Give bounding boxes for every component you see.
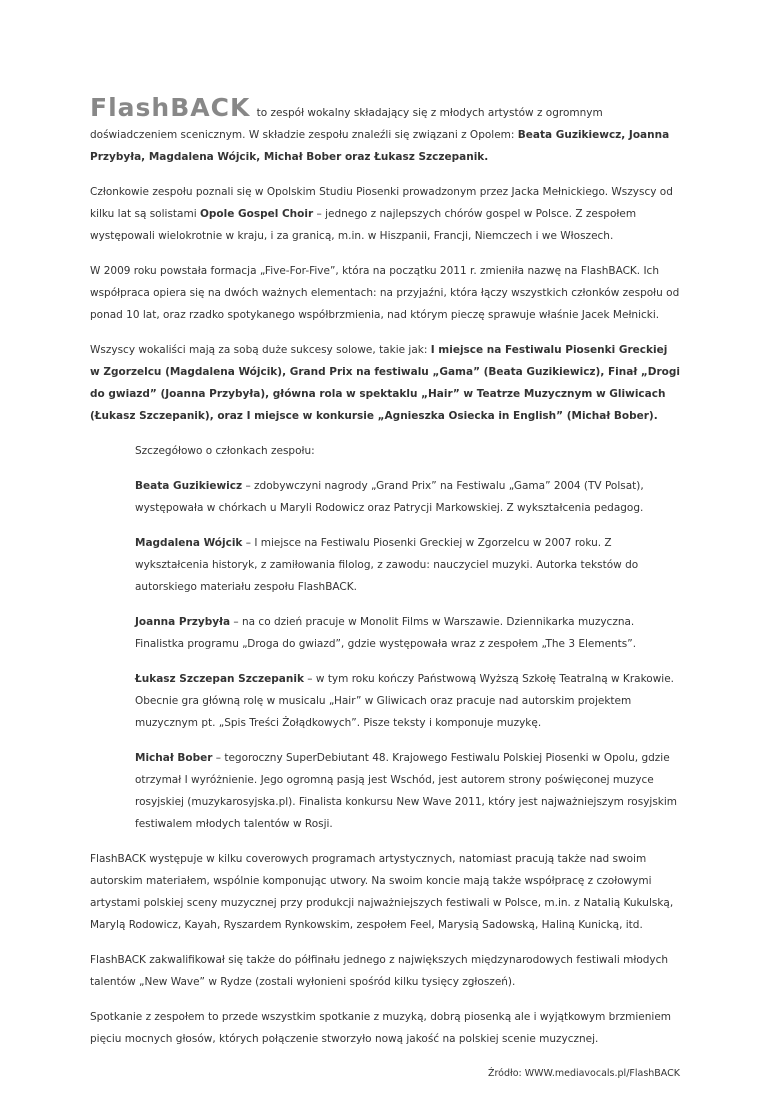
bold-text-run: Beata Guzikiewcz, Joanna Przybyła, Magdalena Wójcik, Michał Bober oraz Łukasz Szczepanik. xyxy=(90,129,670,163)
paragraph-summary xyxy=(90,1006,680,1050)
source-credit: Źródło: WWW.mediavocals.pl/FlashBACK xyxy=(487,1068,680,1079)
member-bio xyxy=(90,611,680,655)
text-run: – zdobywczyni nagrody „Grand Prix” na Festiwalu „Gama” 2004 (TV Polsat), występowała w chórkach u Maryli Rodowicz oraz Patrycji Markowskiej. Z wykształcenia pedagog. xyxy=(135,480,644,514)
bold-text-run: Joanna Przybyła xyxy=(135,616,231,628)
paragraph-new-wave xyxy=(90,949,680,993)
paragraph-formation xyxy=(90,260,680,326)
text-run: FlashBACK zakwalifikował się także do półfinału jednego z największych międzynarodowych festiwali młodych talentów „New Wave” w Rydze (zostali wyłonieni spośród kilku tysięcy zgłoszeń). xyxy=(90,954,669,988)
bold-text-run: Beata Guzikiewicz xyxy=(135,480,243,492)
details-heading xyxy=(90,440,680,462)
text-run: – na co dzień pracuje w Monolit Films w Warszawie. Dziennikarka muzyczna. Finalistka programu „Droga do gwiazd”, gdzie występowała wraz z zespołem „The 3 Elements”. xyxy=(135,616,637,650)
paragraph-members-history xyxy=(90,181,680,247)
intro-paragraph xyxy=(90,93,680,168)
member-bio xyxy=(90,532,680,598)
document-body xyxy=(90,0,680,1097)
paragraph-repertoire xyxy=(90,848,680,936)
member-bio xyxy=(90,668,680,734)
bold-text-run: I miejsce na Festiwalu Piosenki Greckiej w Zgorzelcu (Magdalena Wójcik), Grand Prix na festiwalu „Gama” (Beata Guzikiewicz), Finał „Drogi do gwiazd” (Joanna Przybyła), główna rola w spektaklu „Hair” w Teatrze Muzycznym w Gliwicach (Łukasz Szczepanik), oraz I miejsce w konkursie „Agnieszka Osiecka in English” (Michał Bober). xyxy=(90,344,680,422)
member-bio xyxy=(90,475,680,519)
bold-text-run: Łukasz Szczepan Szczepanik xyxy=(135,673,304,685)
text-run: Spotkanie z zespołem to przede wszystkim spotkanie z muzyką, dobrą piosenką ale i wyjątkowym brzmieniem pięciu mocnych głosów, których połączenie stworzyło nową jakość na polskiej scenie muzycznej. xyxy=(90,1011,672,1045)
member-bio xyxy=(90,747,680,835)
text-run: – I miejsce na Festiwalu Piosenki Greckiej w Zgorzelcu w 2007 roku. Z wykształcenia historyk, z zamiłowania filolog, z zawodu: nauczyciel muzyki. Autorka tekstów do autorskiego materiału zespołu FlashBACK. xyxy=(135,537,639,593)
text-run: Wszyscy wokaliści mają za sobą duże sukcesy solowe, takie jak: xyxy=(90,344,431,356)
text-run: – tegoroczny SuperDebiutant 48. Krajowego Festiwalu Polskiej Piosenki w Opolu, gdzie otrzymał I wyróżnienie. Jego ogromną pasją jest Wschód, jest autorem strony poświęconej muzyce rosyjskiej (muzykarosyjska.pl). Finalista konkursu New Wave 2011, który jest najważniejszym rosyjskim festiwalem młodych talentów w Rosji. xyxy=(135,752,678,830)
text-run: FlashBACK występuje w kilku coverowych programach artystycznych, natomiast pracują także nad swoim autorskim materiałem, wspólnie komponując utwory. Na swoim koncie mają także współpracę z czołowymi artystami polskiej sceny muzycznej przy produkcji najważniejszych festiwali w Polsce, m.in. z Natalią Kukulską, Marylą Rodowicz, Kayah, Ryszardem Rynkowskim, zespołem Feel, Marysią Sadowską, Haliną Kunicką, itd. xyxy=(90,853,674,931)
text-run: to zespół wokalny składający się z młodych artystów z ogromnym doświadczeniem scenicznym. W składzie zespołu znaleźli się związani z Opolem: xyxy=(90,107,603,141)
text-run: Członkowie zespołu poznali się w Opolskim Studiu Piosenki prowadzonym przez Jacka Mełnickiego. Wszyscy od kilku lat są solistami xyxy=(90,186,673,220)
bold-text-run: Magdalena Wójcik xyxy=(135,537,243,549)
text-run: – w tym roku kończy Państwową Wyższą Szkołę Teatralną w Krakowie. Obecnie gra główną rolę w musicalu „Hair” w Gliwicach oraz pracuje nad autorskim projektem muzycznym pt. „Spis Treści Żołądkowych”. Pisze teksty i komponuje muzykę. xyxy=(135,673,675,729)
bold-text-run: Michał Bober xyxy=(135,752,213,764)
brand-title: FlashBACK xyxy=(90,93,251,122)
paragraph-solo-successes xyxy=(90,339,680,427)
text-run: – jednego z najlepszych chórów gospel w Polsce. Z zespołem występowali wielokrotnie w kraju, i za granicą, m.in. w Hiszpanii, Francji, Niemczech i we Włoszech. xyxy=(90,208,637,242)
bold-text-run: Opole Gospel Choir xyxy=(199,208,314,220)
text-run: W 2009 roku powstała formacja „Five-For-Five”, która na początku 2011 r. zmieniła nazwę na FlashBACK. Ich współpraca opiera się na dwóch ważnych elementach: na przyjaźni, która łączy wszystkich członków zespołu od ponad 10 lat, oraz rzadko spotykanego współbrzmienia, nad którym pieczę sprawuje właśnie Jacek Mełnicki. xyxy=(90,265,680,321)
text-run: Szczegółowo o członkach zespołu: xyxy=(135,445,315,457)
